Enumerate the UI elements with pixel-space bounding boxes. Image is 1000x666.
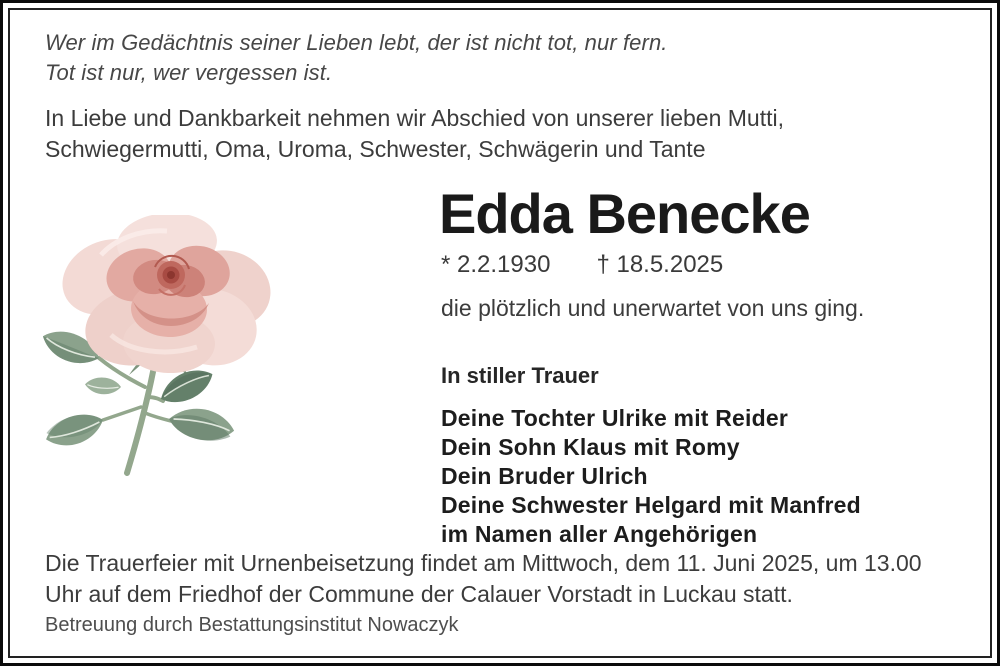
- stem-branch: [145, 413, 171, 421]
- deceased-name: Edda Benecke: [439, 182, 810, 245]
- dagger-symbol: †: [596, 251, 610, 278]
- deceased-block: [439, 182, 969, 549]
- death-date: 18.5.2025: [616, 251, 724, 278]
- mourner-line: Deine Tochter Ulrike mit Reider: [441, 405, 789, 431]
- watercolor-rose-image: [41, 215, 285, 489]
- mourner-line: Dein Sohn Klaus mit Romy: [441, 434, 740, 460]
- funeral-home-note: Betreuung durch Bestattungsinstitut Nowaczyk: [45, 614, 459, 636]
- farewell-line: die plötzlich und unerwartet von uns ging.: [441, 295, 865, 321]
- epigraph-line: Wer im Gedächtnis seiner Lieben lebt, der ist nicht tot, nur fern.: [45, 30, 668, 55]
- leaf: [42, 409, 107, 451]
- leaf: [166, 402, 237, 448]
- mourner-line: im Namen aller Angehörigen: [441, 521, 758, 547]
- mourner-line: Deine Schwester Helgard mit Manfred: [441, 492, 861, 518]
- birth-date: 2.2.1930: [457, 251, 551, 278]
- mourning-heading: In stiller Trauer: [441, 363, 599, 388]
- mourner-line: Dein Bruder Ulrich: [441, 463, 648, 489]
- leaf: [84, 375, 122, 397]
- asterisk-symbol: *: [441, 251, 451, 278]
- epigraph: [45, 28, 668, 88]
- life-dates: [441, 251, 969, 279]
- mourners-list: [441, 404, 969, 549]
- epigraph-line: Tot ist nur, wer vergessen ist.: [45, 60, 333, 85]
- rose-center: [167, 271, 175, 279]
- death-part: [596, 251, 723, 278]
- rose-illustration: [41, 215, 285, 489]
- birth-part: [441, 251, 550, 278]
- funeral-details: Die Trauerfeier mit Urnenbeisetzung findet am Mittwoch, dem 11. Juni 2025, um 13.00 Uhr auf dem Friedhof der Commune der Calauer Vorstadt in Luckau statt.: [45, 550, 922, 607]
- stem-branch: [103, 407, 141, 420]
- intro-text: In Liebe und Dankbarkeit nehmen wir Abschied von unserer lieben Mutti, Schwiegermutti, Oma, Uroma, Schwester, Schwägerin und Tante: [45, 105, 784, 162]
